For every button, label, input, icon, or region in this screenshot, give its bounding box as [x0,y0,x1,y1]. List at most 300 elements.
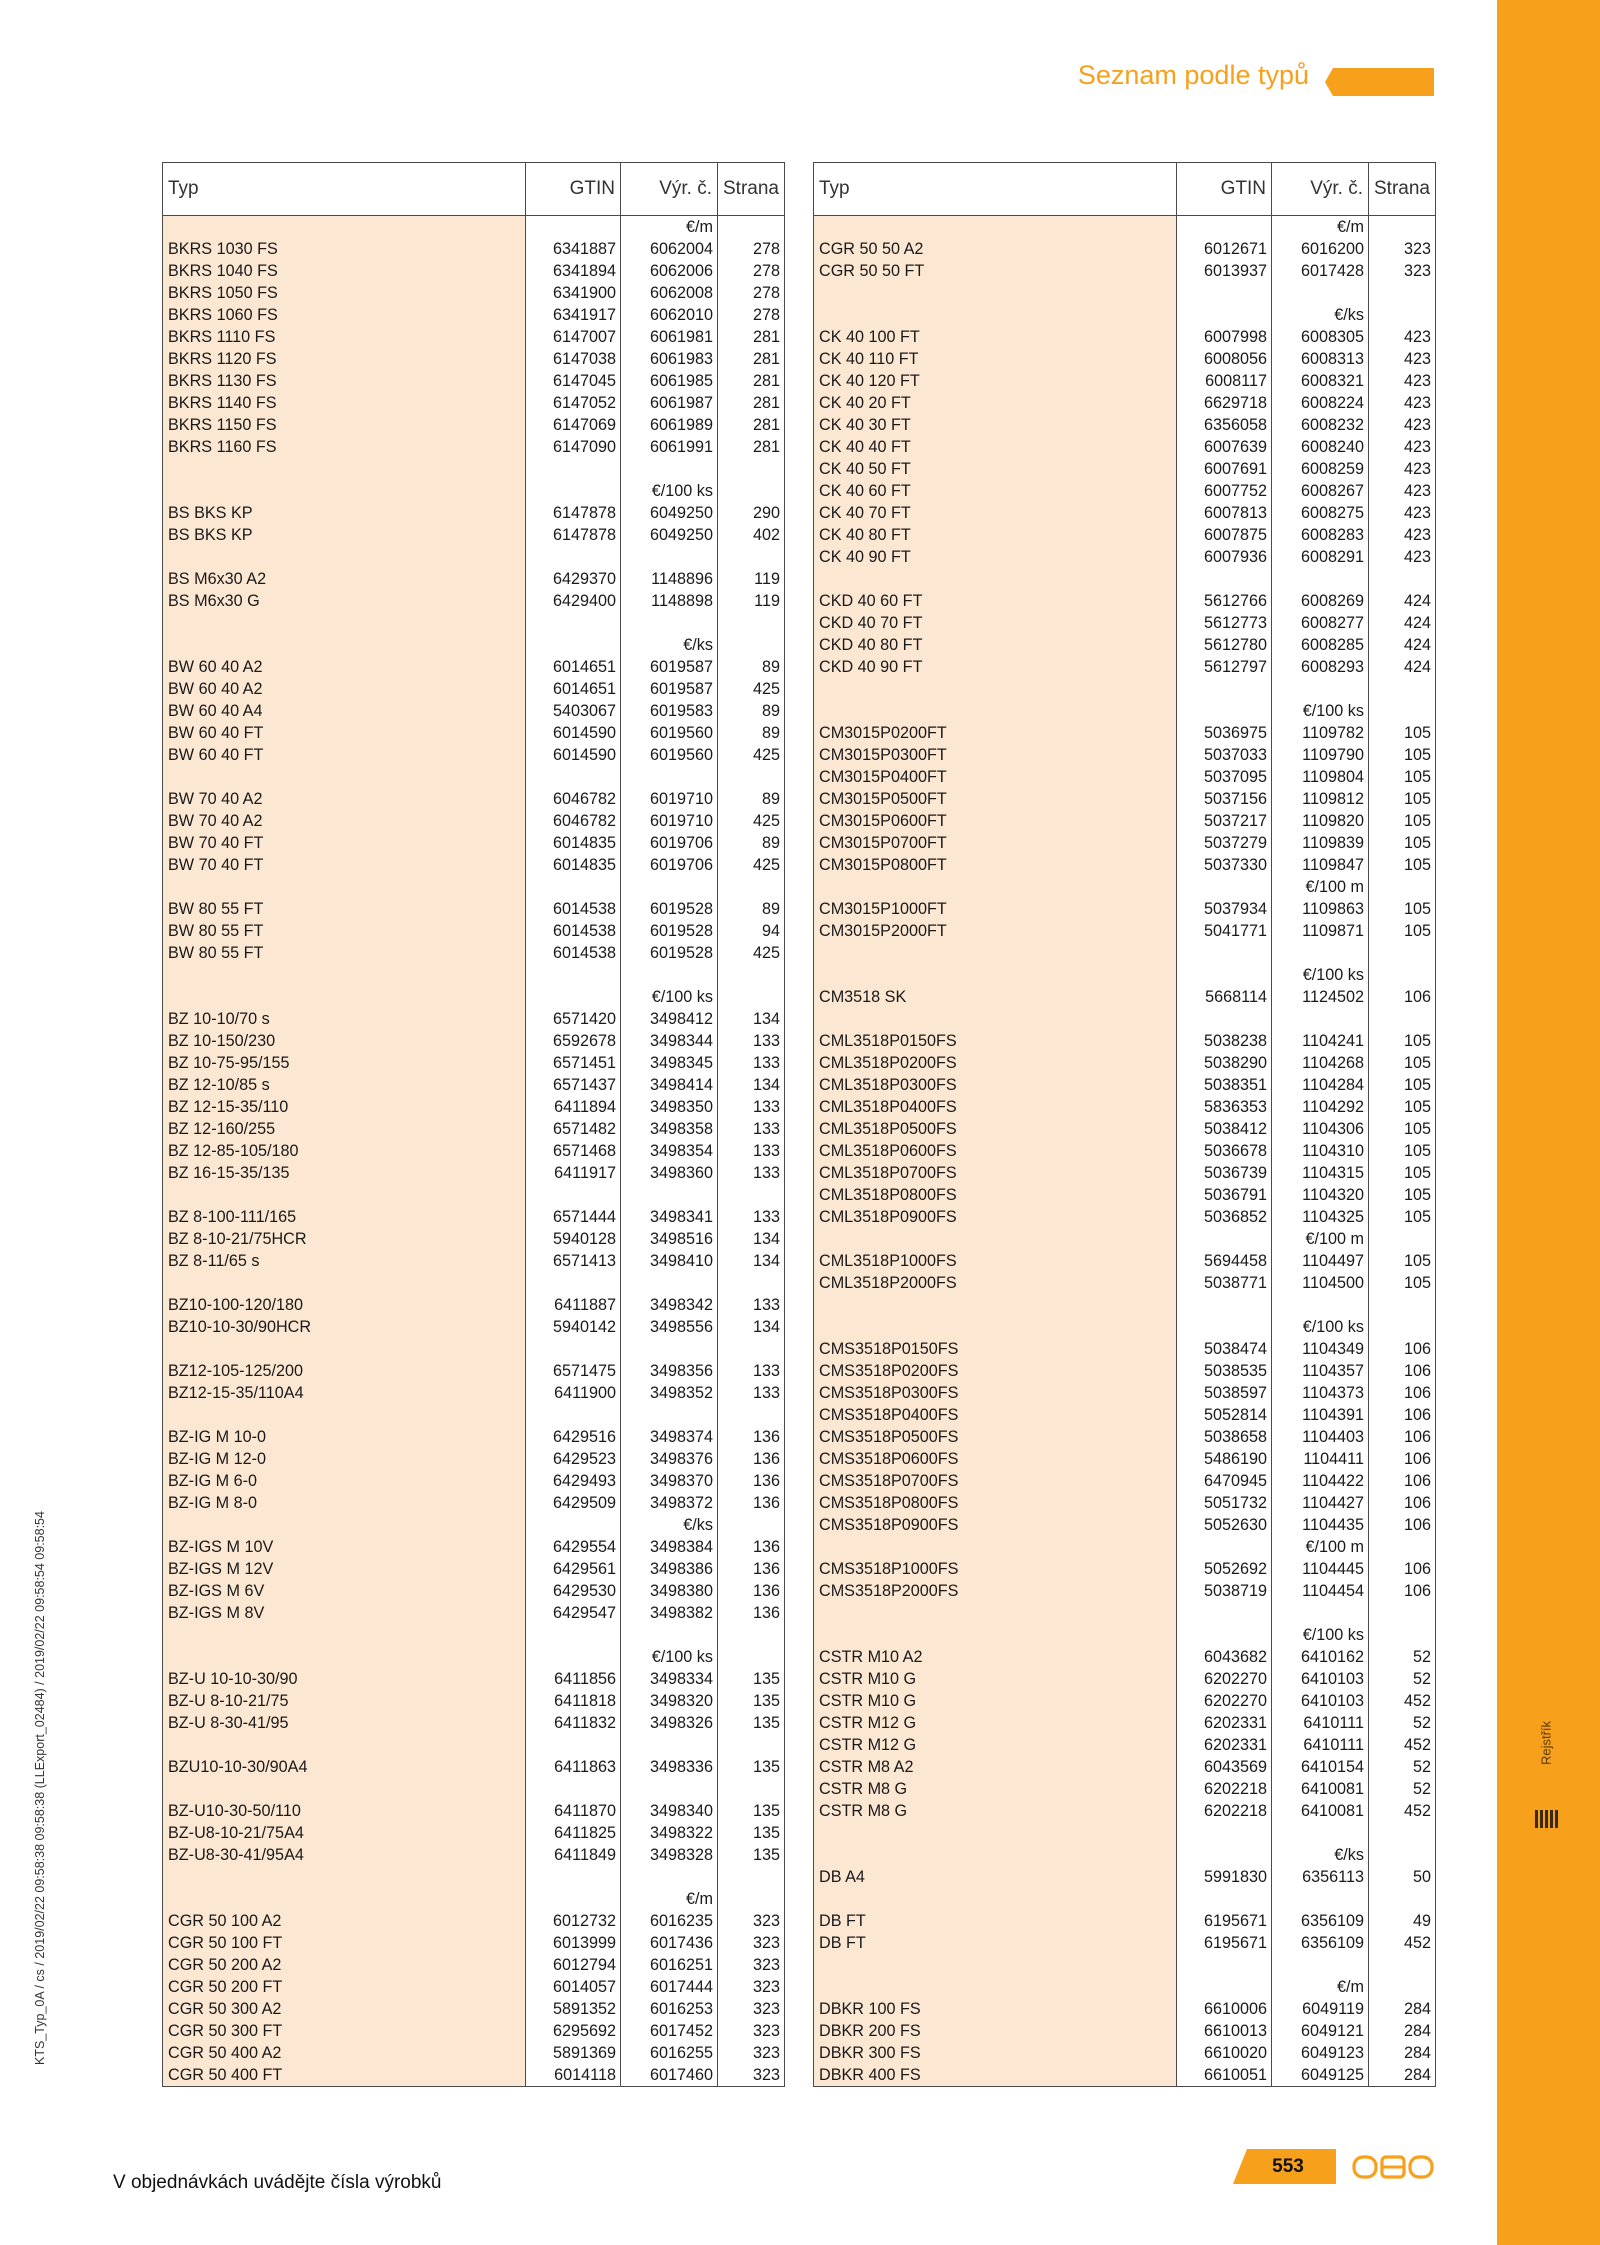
unit-label: €/100 m [1272,1536,1369,1558]
cell-strana: 105 [1369,788,1436,810]
cell-typ: BZ 16-15-35/135 [163,1162,526,1184]
cell-typ: CSTR M10 G [814,1690,1177,1712]
cell-vyr: 1104497 [1272,1250,1369,1272]
cell-strana: 89 [718,832,785,854]
spacer-row [163,458,785,480]
unit-row [814,700,1436,722]
cell-strana: 89 [718,788,785,810]
cell-typ [163,876,526,898]
cell-strana [718,1514,785,1536]
spacer-row [814,282,1436,304]
column-header-strana: Strana [1369,163,1436,216]
cell-vyr: 6008305 [1272,326,1369,348]
cell-vyr: 6062010 [621,304,718,326]
cell-gtin: 6008056 [1177,348,1272,370]
cell-strana [1369,678,1436,700]
cell-typ [163,634,526,656]
cell-strana: 278 [718,282,785,304]
cell-typ: CMS3518P0400FS [814,1404,1177,1426]
cell-strana [718,964,785,986]
cell-typ [814,1602,1177,1624]
cell-vyr: 6008275 [1272,502,1369,524]
cell-strana: 105 [1369,1140,1436,1162]
cell-vyr: 1109871 [1272,920,1369,942]
cell-typ: CKD 40 90 FT [814,656,1177,678]
cell-strana: 133 [718,1096,785,1118]
cell-vyr: 1109820 [1272,810,1369,832]
cell-gtin: 6014590 [526,744,621,766]
cell-gtin: 5038474 [1177,1338,1272,1360]
cell-typ: BZU10-10-30/90A4 [163,1756,526,1778]
cell-typ: CMS3518P0200FS [814,1360,1177,1382]
table-row [163,1822,785,1844]
cell-typ: CML3518P0700FS [814,1162,1177,1184]
cell-typ: BZ 8-11/65 s [163,1250,526,1272]
cell-gtin: 5036791 [1177,1184,1272,1206]
cell-vyr: 6008232 [1272,414,1369,436]
cell-typ [163,1514,526,1536]
table-row [814,1404,1436,1426]
table-row [163,2042,785,2064]
table-row [163,1756,785,1778]
table-row [163,2064,785,2087]
cell-strana: 135 [718,1822,785,1844]
table-row [814,1778,1436,1800]
table-header-row [163,163,785,216]
cell-vyr: 3498326 [621,1712,718,1734]
cell-typ: CK 40 20 FT [814,392,1177,414]
cell-vyr [621,1184,718,1206]
cell-gtin: 5891369 [526,2042,621,2064]
cell-typ: CM3015P2000FT [814,920,1177,942]
cell-strana: 425 [718,744,785,766]
cell-gtin: 6411825 [526,1822,621,1844]
cell-gtin: 5612773 [1177,612,1272,634]
unit-row [163,634,785,656]
table-row [163,1382,785,1404]
cell-typ [163,1338,526,1360]
cell-vyr [621,1338,718,1360]
cell-vyr: 6410103 [1272,1668,1369,1690]
cell-gtin [526,1272,621,1294]
cell-typ: CK 40 120 FT [814,370,1177,392]
cell-strana: 423 [1369,370,1436,392]
cell-vyr: 6049119 [1272,1998,1369,2020]
unit-row [814,216,1436,239]
table-row [814,1998,1436,2020]
table-row [814,1932,1436,1954]
cell-strana: 133 [718,1140,785,1162]
table-row [163,1140,785,1162]
cell-vyr: 6019528 [621,898,718,920]
table-row [814,1140,1436,1162]
cell-gtin: 6014835 [526,832,621,854]
cell-gtin: 6014057 [526,1976,621,1998]
cell-typ: CSTR M12 G [814,1712,1177,1734]
cell-gtin: 6429530 [526,1580,621,1602]
cell-typ: CM3015P0300FT [814,744,1177,766]
cell-vyr: 6008267 [1272,480,1369,502]
cell-typ: CMS3518P1000FS [814,1558,1177,1580]
cell-gtin: 6429516 [526,1426,621,1448]
cell-strana: 423 [1369,392,1436,414]
cell-gtin: 6046782 [526,810,621,832]
table-row [814,920,1436,942]
table-row [814,326,1436,348]
cell-strana [1369,1888,1436,1910]
cell-vyr: 6410081 [1272,1778,1369,1800]
cell-vyr: 3498320 [621,1690,718,1712]
cell-gtin: 5037217 [1177,810,1272,832]
cell-strana [718,1866,785,1888]
cell-gtin [526,1404,621,1426]
cell-vyr: 6061989 [621,414,718,436]
table-row [814,1712,1436,1734]
cell-strana [718,634,785,656]
cell-typ [163,766,526,788]
cell-strana: 105 [1369,1206,1436,1228]
cell-typ: CML3518P0200FS [814,1052,1177,1074]
spacer-row [163,964,785,986]
spacer-row [163,1866,785,1888]
cell-vyr [621,964,718,986]
cell-gtin: 6014651 [526,656,621,678]
cell-gtin [1177,1976,1272,1998]
cell-strana: 106 [1369,1492,1436,1514]
cell-gtin: 6411900 [526,1382,621,1404]
cell-strana: 423 [1369,326,1436,348]
cell-strana [718,458,785,480]
cell-typ: CMS3518P0500FS [814,1426,1177,1448]
cell-vyr: 6008283 [1272,524,1369,546]
unit-label: €/100 ks [1272,964,1369,986]
table-row [163,1954,785,1976]
cell-typ: CGR 50 50 FT [814,260,1177,282]
cell-typ: BS BKS KP [163,502,526,524]
cell-vyr [621,1734,718,1756]
cell-vyr: 6410081 [1272,1800,1369,1822]
cell-vyr: 1104357 [1272,1360,1369,1382]
unit-row [814,1624,1436,1646]
cell-vyr: 1104349 [1272,1338,1369,1360]
cell-typ: CM3015P0600FT [814,810,1177,832]
cell-typ: BW 60 40 FT [163,722,526,744]
cell-typ [814,1976,1177,1998]
cell-vyr: 6019587 [621,656,718,678]
cell-typ [814,942,1177,964]
cell-gtin: 6007813 [1177,502,1272,524]
table-row [814,1162,1436,1184]
table-row [814,1690,1436,1712]
cell-typ: CK 40 100 FT [814,326,1177,348]
cell-vyr: 3498340 [621,1800,718,1822]
table-row [163,744,785,766]
cell-strana: 423 [1369,436,1436,458]
cell-typ: BKRS 1140 FS [163,392,526,414]
cell-typ: BZ-U 8-10-21/75 [163,1690,526,1712]
unit-label: €/m [1272,1976,1369,1998]
cell-typ [163,1184,526,1206]
cell-vyr: 6017444 [621,1976,718,1998]
cell-typ: CGR 50 300 FT [163,2020,526,2042]
cell-gtin: 5694458 [1177,1250,1272,1272]
cell-typ [163,1778,526,1800]
table-row [163,1998,785,2020]
cell-vyr [621,1866,718,1888]
cell-gtin: 6571451 [526,1052,621,1074]
cell-strana [718,1404,785,1426]
cell-strana: 136 [718,1492,785,1514]
cell-gtin: 5052692 [1177,1558,1272,1580]
cell-vyr: 6356109 [1272,1910,1369,1932]
cell-typ [163,1624,526,1646]
cell-gtin: 6046782 [526,788,621,810]
cell-strana: 106 [1369,1338,1436,1360]
cell-typ: BKRS 1160 FS [163,436,526,458]
cell-vyr: 3498516 [621,1228,718,1250]
cell-typ: CML3518P0500FS [814,1118,1177,1140]
cell-strana: 134 [718,1228,785,1250]
cell-strana [718,1734,785,1756]
cell-typ [163,546,526,568]
unit-label: €/ks [621,634,718,656]
obo-logo [1352,2152,1434,2182]
cell-vyr [1272,678,1369,700]
table-row [163,1844,785,1866]
cell-gtin: 5038535 [1177,1360,1272,1382]
cell-strana: 323 [718,1932,785,1954]
cell-gtin: 6610006 [1177,1998,1272,2020]
cell-strana: 402 [718,524,785,546]
cell-vyr: 1104320 [1272,1184,1369,1206]
spacer-row [163,546,785,568]
cell-gtin: 6411849 [526,1844,621,1866]
cell-typ: BZ 8-100-111/165 [163,1206,526,1228]
unit-label: €/m [621,216,718,239]
cell-typ: BZ-IG M 6-0 [163,1470,526,1492]
cell-vyr: 6016255 [621,2042,718,2064]
cell-strana: 105 [1369,1052,1436,1074]
cell-typ: CMS3518P0800FS [814,1492,1177,1514]
cell-gtin [526,1888,621,1910]
cell-gtin: 6202270 [1177,1690,1272,1712]
cell-vyr: 6019528 [621,920,718,942]
cell-gtin [526,986,621,1008]
cell-gtin: 6147038 [526,348,621,370]
cell-gtin: 6571482 [526,1118,621,1140]
cell-strana: 323 [718,1910,785,1932]
spacer-row [814,942,1436,964]
cell-strana [1369,1954,1436,1976]
table-row [163,282,785,304]
cell-strana: 106 [1369,1382,1436,1404]
cell-gtin [526,1734,621,1756]
cell-gtin: 6429554 [526,1536,621,1558]
cell-typ: CKD 40 70 FT [814,612,1177,634]
table-row [163,502,785,524]
cell-vyr [1272,1888,1369,1910]
cell-vyr: 6410111 [1272,1712,1369,1734]
cell-typ: CKD 40 80 FT [814,634,1177,656]
cell-vyr [1272,568,1369,590]
unit-label: €/100 ks [621,480,718,502]
table-row [814,546,1436,568]
cell-typ: BS M6x30 G [163,590,526,612]
cell-vyr [621,876,718,898]
table-row [163,590,785,612]
cell-gtin [1177,216,1272,239]
cell-strana: 50 [1369,1866,1436,1888]
cell-strana [1369,216,1436,239]
cell-strana: 105 [1369,1074,1436,1096]
cell-gtin [526,480,621,502]
cell-gtin [1177,568,1272,590]
cell-gtin [1177,1888,1272,1910]
cell-strana [718,480,785,502]
column-header-vyr: Výr. č. [1272,163,1369,216]
cell-gtin: 6411887 [526,1294,621,1316]
table-row [163,370,785,392]
table-row [814,854,1436,876]
cell-strana: 105 [1369,766,1436,788]
table-row [814,1250,1436,1272]
cell-typ: CKD 40 60 FT [814,590,1177,612]
cell-strana: 133 [718,1294,785,1316]
cell-strana: 94 [718,920,785,942]
cell-typ: BZ-U10-30-50/110 [163,1800,526,1822]
cell-gtin: 6610020 [1177,2042,1272,2064]
cell-gtin: 6202218 [1177,1778,1272,1800]
cell-vyr: 1104391 [1272,1404,1369,1426]
cell-gtin: 6007998 [1177,326,1272,348]
cell-gtin: 6295692 [526,2020,621,2042]
cell-gtin: 6571413 [526,1250,621,1272]
cell-strana: 119 [718,568,785,590]
cell-typ: BW 80 55 FT [163,942,526,964]
cell-vyr [621,458,718,480]
cell-vyr: 6008321 [1272,370,1369,392]
cell-strana: 423 [1369,414,1436,436]
cell-gtin: 6571420 [526,1008,621,1030]
cell-strana: 452 [1369,1734,1436,1756]
cell-strana: 278 [718,304,785,326]
cell-gtin: 5038351 [1177,1074,1272,1096]
cell-gtin [526,876,621,898]
cell-strana: 323 [718,2020,785,2042]
cell-gtin [526,964,621,986]
cell-typ: CGR 50 200 FT [163,1976,526,1998]
cell-gtin: 6147052 [526,392,621,414]
spacer-row [163,1778,785,1800]
unit-label: €/100 ks [1272,1624,1369,1646]
cell-typ: CMS3518P2000FS [814,1580,1177,1602]
cell-strana: 452 [1369,1690,1436,1712]
cell-gtin: 5052814 [1177,1404,1272,1426]
cell-typ: BW 70 40 FT [163,832,526,854]
cell-typ [163,1404,526,1426]
cell-vyr: 6008224 [1272,392,1369,414]
cell-gtin: 6195671 [1177,1932,1272,1954]
spacer-row [163,876,785,898]
cell-typ [163,1866,526,1888]
cell-typ: CK 40 110 FT [814,348,1177,370]
cell-strana: 89 [718,700,785,722]
table-row [814,1338,1436,1360]
table-row [163,1030,785,1052]
cell-typ [814,216,1177,239]
cell-gtin: 6202331 [1177,1734,1272,1756]
spacer-row [163,1404,785,1426]
cell-gtin [526,634,621,656]
table-row [163,1668,785,1690]
cell-strana: 135 [718,1712,785,1734]
cell-typ: DBKR 400 FS [814,2064,1177,2087]
cell-gtin [1177,1954,1272,1976]
side-band [1497,0,1600,2245]
cell-vyr: 6008293 [1272,656,1369,678]
cell-typ [163,1646,526,1668]
cell-typ: CK 40 50 FT [814,458,1177,480]
cell-vyr: 3498370 [621,1470,718,1492]
cell-typ: BZ-IG M 12-0 [163,1448,526,1470]
cell-strana: 106 [1369,1448,1436,1470]
cell-typ [814,1316,1177,1338]
cell-strana [1369,1228,1436,1250]
cell-typ [163,480,526,502]
cell-vyr: 1109782 [1272,722,1369,744]
cell-typ: BW 70 40 A2 [163,788,526,810]
cell-typ: BZ 8-10-21/75HCR [163,1228,526,1250]
cell-strana [718,766,785,788]
cell-strana: 425 [718,942,785,964]
cell-typ: CGR 50 400 FT [163,2064,526,2087]
cell-typ: BKRS 1060 FS [163,304,526,326]
cell-gtin [526,1184,621,1206]
cell-gtin [1177,304,1272,326]
cell-typ: BKRS 1130 FS [163,370,526,392]
column-header-gtin: GTIN [526,163,621,216]
cell-strana: 105 [1369,1250,1436,1272]
unit-label: €/ks [1272,1844,1369,1866]
cell-gtin [1177,942,1272,964]
cell-gtin: 6629718 [1177,392,1272,414]
table-row [814,480,1436,502]
table-row [163,304,785,326]
cell-gtin: 5037033 [1177,744,1272,766]
table-row [814,898,1436,920]
cell-gtin: 6592678 [526,1030,621,1052]
cell-strana: 423 [1369,546,1436,568]
cell-vyr: 6016200 [1272,238,1369,260]
table-row [814,1470,1436,1492]
cell-typ: DBKR 200 FS [814,2020,1177,2042]
cell-strana: 135 [718,1690,785,1712]
unit-row [814,1316,1436,1338]
cell-typ: DB A4 [814,1866,1177,1888]
cell-vyr: 6019583 [621,700,718,722]
cell-gtin: 5612797 [1177,656,1272,678]
table-row [163,832,785,854]
cell-typ [163,458,526,480]
cell-vyr: 3498372 [621,1492,718,1514]
cell-vyr: 6061991 [621,436,718,458]
cell-vyr: 3498358 [621,1118,718,1140]
cell-typ: CK 40 30 FT [814,414,1177,436]
table-row [814,634,1436,656]
cell-typ: CML3518P1000FS [814,1250,1177,1272]
cell-strana: 106 [1369,1426,1436,1448]
table-row [163,1558,785,1580]
